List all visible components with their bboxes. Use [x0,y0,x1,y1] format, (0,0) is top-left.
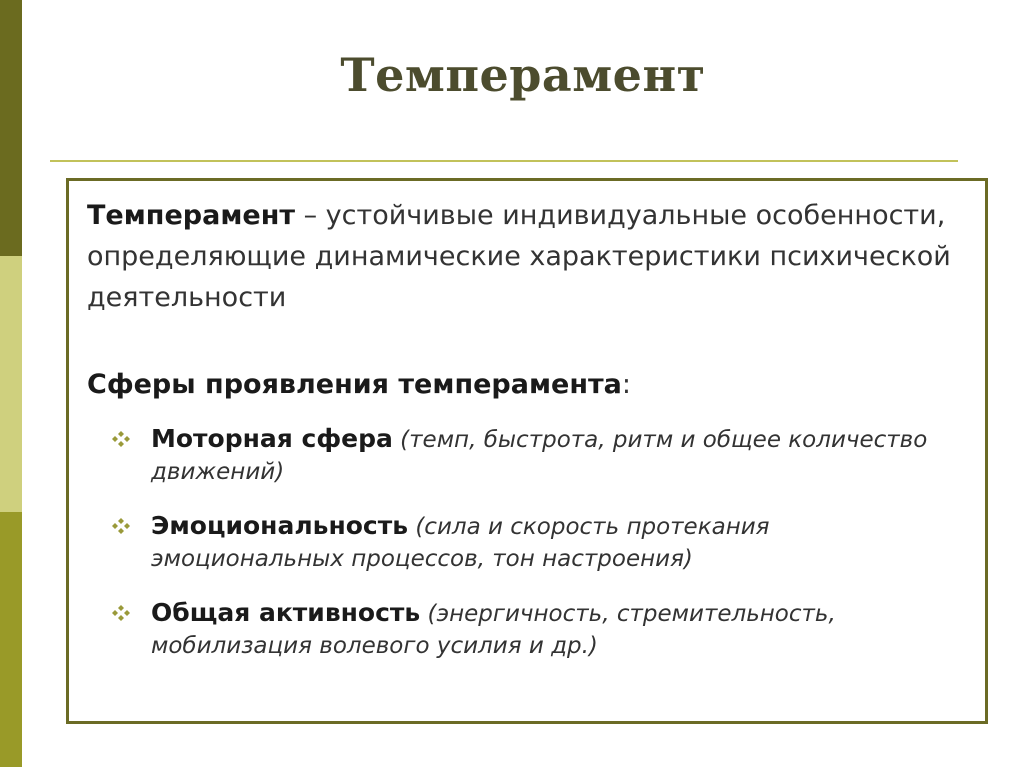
content-box [66,178,988,724]
sphere-name: Моторная сфера [151,424,393,453]
list-item [109,510,959,575]
definition-paragraph [87,195,967,318]
four-diamond-bullet-icon [109,425,133,453]
definition-term: Темперамент [87,200,295,231]
sphere-note: (энергичность, стремительность, мобилизация волевого усилия и др.) [151,601,836,659]
definition-text: устойчивые индивидуальные особенности, определяющие динамические характеристики психической деятельности [87,200,951,313]
list-item [109,423,959,488]
sphere-name: Эмоциональность [151,511,409,540]
sphere-note: (сила и скорость протекания эмоциональных процессов, тон настроения) [151,514,770,572]
definition-dash: – [295,200,326,231]
list-item [109,597,959,662]
spheres-heading-text: Сферы проявления темперамента [87,369,622,400]
title-divider [50,160,958,162]
sidebar-stripe-bottom [0,512,22,767]
sidebar-stripe-middle [0,256,22,512]
slide-title: Темперамент [340,48,706,102]
sidebar-stripe-top [0,0,22,256]
sphere-name: Общая активность [151,598,421,627]
spheres-heading [87,364,631,405]
sphere-note: (темп, быстрота, ритм и общее количество движений) [151,427,928,485]
spheres-heading-colon: : [621,369,631,400]
four-diamond-bullet-icon [109,512,133,540]
spheres-list [109,423,959,684]
four-diamond-bullet-icon [109,599,133,627]
